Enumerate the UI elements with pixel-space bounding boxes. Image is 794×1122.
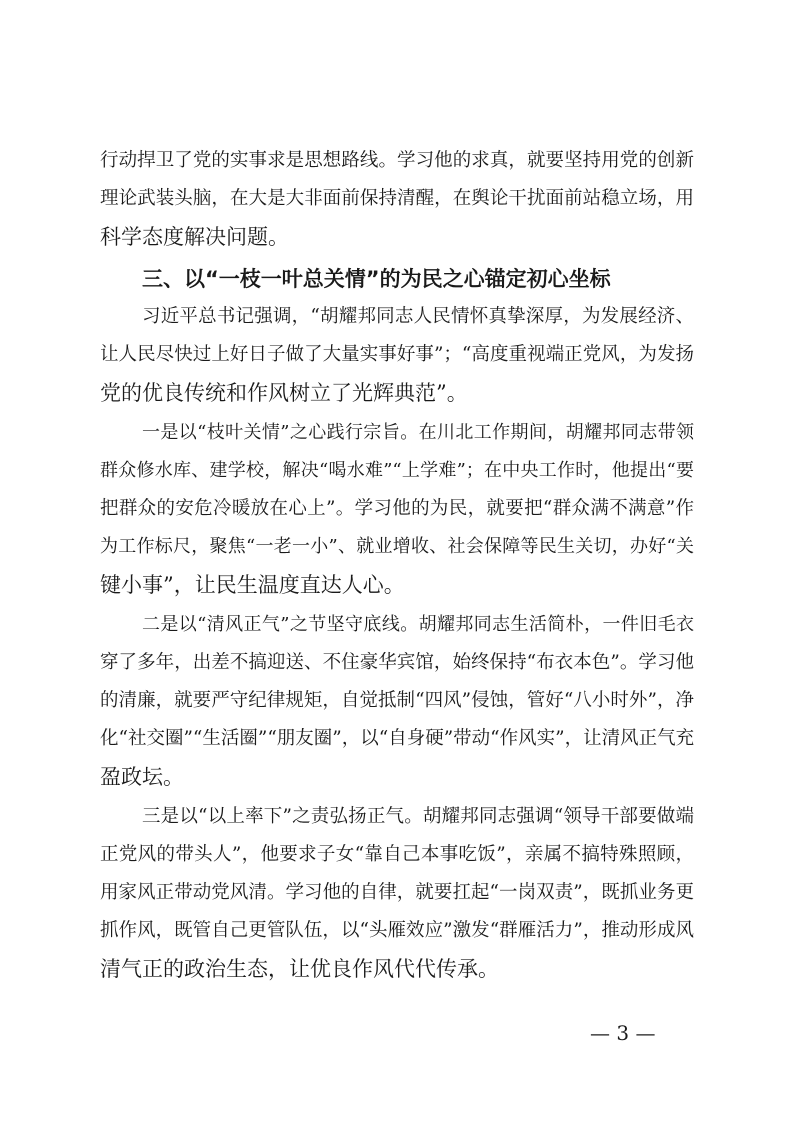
document-body <box>100 142 694 988</box>
paragraph-line: 为工作标尺，聚焦“一老一小”、就业增收、社会保障等民生关切，办好“关 <box>100 536 694 557</box>
paragraph-line: 习近平总书记强调，“胡耀邦同志人民情怀真挚深厚，为发展经济、 <box>142 306 694 327</box>
section-heading <box>100 260 694 298</box>
paragraph-line: 清气正的政治生态，让优良作风代代传承。 <box>100 957 499 981</box>
paragraph-line: 党的优良传统和作风树立了光辉典范”。 <box>100 381 468 405</box>
paragraph-line: 让人民尽快过上好日子做了大量实事好事”；“高度重视端正党风，为发扬 <box>100 344 694 365</box>
paragraph-line: 化“社交圈”“生活圈”“朋友圈”，以“自身硬”带动“作风实”，让清风正气充 <box>100 728 695 749</box>
paragraph-continuation <box>100 142 694 256</box>
section-heading-text: 三、以“一枝一叶总关情”的为民之心锚定初心坐标 <box>142 267 611 291</box>
paragraph-line: 行动捍卫了党的实事求是思想路线。学习他的求真，就要坚持用党的创新 <box>100 150 694 171</box>
paragraph-line: 的清廉，就要严守纪律规矩，自觉抵制“四风”侵蚀，管好“八小时外”，净 <box>100 690 694 711</box>
paragraph-quote <box>100 298 694 412</box>
paragraph-line: 二是以“清风正气”之节坚守底线。胡耀邦同志生活简朴，一件旧毛衣 <box>142 614 694 635</box>
paragraph-line: 一是以“枝叶关情”之心践行宗旨。在川北工作期间，胡耀邦同志带领 <box>142 422 694 443</box>
paragraph-point-three <box>100 798 694 988</box>
paragraph-line: 键小事”，让民生温度直达人心。 <box>100 573 405 597</box>
paragraph-line: 抓作风，既管自己更管队伍，以“头雁效应”激发“群雁活力”，推动形成风 <box>100 920 694 941</box>
paragraph-point-one <box>100 414 694 604</box>
paragraph-line: 用家风正带动党风清。学习他的自律，就要扛起“一岗双责”，既抓业务更 <box>100 882 694 903</box>
paragraph-line: 三是以“以上率下”之责弘扬正气。胡耀邦同志强调“领导干部要做端 <box>142 806 694 827</box>
page-number: — 3 — <box>590 1021 656 1045</box>
paragraph-line: 科学态度解决问题。 <box>100 225 289 249</box>
paragraph-line: 穿了多年，出差不搞迎送、不住豪华宾馆，始终保持“布衣本色”。学习他 <box>100 652 694 673</box>
paragraph-point-two <box>100 606 694 796</box>
paragraph-line: 正党风的带头人”，他要求子女“靠自己本事吃饭”，亲属不搞特殊照顾， <box>100 844 694 865</box>
paragraph-line: 理论武装头脑，在大是大非面前保持清醒，在舆论干扰面前站稳立场，用 <box>100 188 694 209</box>
paragraph-line: 把群众的安危冷暖放在心上”。学习他的为民，就要把“群众满不满意”作 <box>100 498 694 519</box>
paragraph-line: 盈政坛。 <box>100 765 184 789</box>
paragraph-line: 群众修水库、建学校，解决“喝水难”“上学难”；在中央工作时，他提出“要 <box>100 460 694 481</box>
